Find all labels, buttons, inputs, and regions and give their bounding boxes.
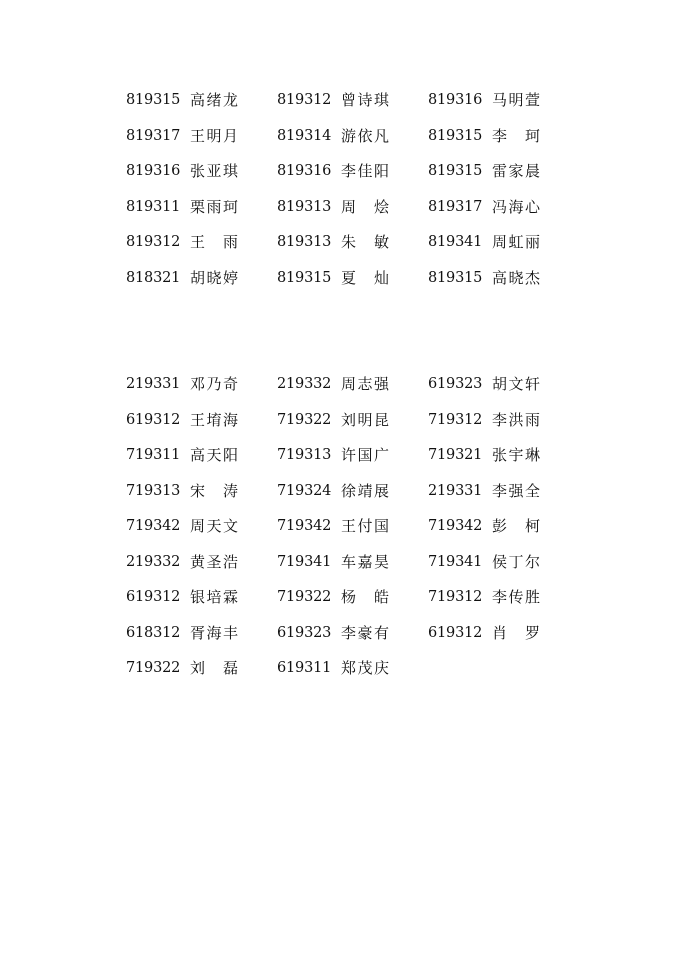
class-code: 719342: [277, 518, 332, 534]
roster-group-1: [126, 88, 556, 301]
roster-row: [126, 230, 556, 266]
class-code: 819314: [277, 127, 332, 144]
class-code: 819312: [126, 234, 181, 250]
roster-row: [126, 195, 556, 231]
class-code: 719322: [126, 660, 181, 676]
class-code: 819317: [126, 127, 181, 144]
roster-row: [126, 479, 556, 515]
roster-row: [126, 266, 556, 302]
class-code: 819313: [277, 234, 332, 250]
roster-group-2: [126, 372, 556, 692]
class-code: 719312: [428, 589, 483, 605]
student-name: 张宇琳: [492, 446, 540, 464]
student-name: 周虹丽: [492, 233, 540, 251]
student-name: 游依凡: [341, 126, 389, 145]
class-code: 719341: [277, 553, 332, 570]
student-name: 高绪龙: [190, 91, 238, 109]
class-code: 819313: [277, 198, 332, 215]
student-name: 雷家晨: [492, 162, 540, 180]
student-name: 李洪雨: [492, 410, 540, 429]
class-code: 618312: [126, 624, 181, 641]
student-name: 李强全: [492, 481, 540, 500]
roster-row: [126, 408, 556, 444]
class-code: 219332: [126, 553, 181, 570]
student-name: 王付国: [341, 517, 389, 535]
class-code: 819316: [126, 163, 181, 179]
student-name: 高晓杰: [492, 268, 540, 287]
student-name: 许国广: [341, 446, 389, 464]
class-code: 219331: [126, 376, 181, 392]
student-name: 朱 敏: [341, 233, 389, 251]
student-name: 彭 柯: [492, 517, 540, 535]
roster-row: [126, 656, 556, 692]
class-code: 819317: [428, 198, 483, 215]
class-code: 619323: [277, 624, 332, 641]
student-name: 郑茂庆: [341, 659, 389, 677]
student-name: 高天阳: [190, 446, 238, 464]
student-name: 周志强: [341, 375, 389, 393]
class-code: 819312: [277, 92, 332, 108]
roster-row: [126, 443, 556, 479]
student-name: 周 烩: [341, 197, 389, 216]
student-name: 肖 罗: [492, 623, 540, 642]
roster-row: [126, 124, 556, 160]
class-code: 619312: [126, 411, 181, 428]
student-name: 侯丁尔: [492, 552, 540, 571]
student-name: 杨 皓: [341, 588, 389, 606]
student-name: 胡文轩: [492, 375, 540, 393]
class-code: 819315: [428, 269, 483, 286]
class-code: 719321: [428, 447, 483, 463]
class-code: 619323: [428, 376, 483, 392]
class-code: 719322: [277, 589, 332, 605]
student-name: 李传胜: [492, 588, 540, 606]
student-name: 李豪有: [341, 623, 389, 642]
class-code: 719313: [277, 447, 332, 463]
class-code: 619312: [126, 589, 181, 605]
student-name: 黄圣浩: [190, 552, 238, 571]
student-name: 王 雨: [190, 233, 238, 251]
class-code: 219332: [277, 376, 332, 392]
class-code: 819316: [277, 163, 332, 179]
roster-row: [126, 621, 556, 657]
class-code: 619312: [428, 624, 483, 641]
class-code: 819316: [428, 92, 483, 108]
student-name: 王堉海: [190, 410, 238, 429]
student-name: 冯海心: [492, 197, 540, 216]
roster-row: [126, 550, 556, 586]
class-code: 818321: [126, 269, 181, 286]
student-name: 刘明昆: [341, 410, 389, 429]
class-code: 719311: [126, 447, 181, 463]
class-code: 819315: [428, 163, 483, 179]
roster-row: [126, 585, 556, 621]
class-code: 719324: [277, 482, 332, 499]
class-code: 619311: [277, 660, 332, 676]
student-name: 刘 磊: [190, 659, 238, 677]
student-name: 李佳阳: [341, 162, 389, 180]
class-code: 719341: [428, 553, 483, 570]
student-name: 夏 灿: [341, 268, 389, 287]
class-code: 719312: [428, 411, 483, 428]
roster-row: [126, 88, 556, 124]
student-name: 马明萱: [492, 91, 540, 109]
student-name: 栗雨珂: [190, 197, 238, 216]
student-name: 李 珂: [492, 126, 540, 145]
student-name: 周天文: [190, 517, 238, 535]
student-name: 宋 涛: [190, 481, 238, 500]
roster-row: [126, 372, 556, 408]
student-name: 银培霖: [190, 588, 238, 606]
class-code: 719322: [277, 411, 332, 428]
class-code: 819311: [126, 198, 181, 215]
class-code: 719313: [126, 482, 181, 499]
student-name: 曾诗琪: [341, 91, 389, 109]
student-name: 王明月: [190, 126, 238, 145]
class-code: 819315: [277, 269, 332, 286]
student-name: 徐靖展: [341, 481, 389, 500]
student-name: 车嘉昊: [341, 552, 389, 571]
student-name: 张亚琪: [190, 162, 238, 180]
roster-row: [126, 514, 556, 550]
class-code: 819315: [126, 92, 181, 108]
class-code: 219331: [428, 482, 483, 499]
class-code: 719342: [428, 518, 483, 534]
student-name: 胥海丰: [190, 623, 238, 642]
class-code: 719342: [126, 518, 181, 534]
roster-row: [126, 159, 556, 195]
class-code: 819315: [428, 127, 483, 144]
student-name: 胡晓婷: [190, 268, 238, 287]
student-name: 邓乃奇: [190, 375, 238, 393]
class-code: 819341: [428, 234, 483, 250]
